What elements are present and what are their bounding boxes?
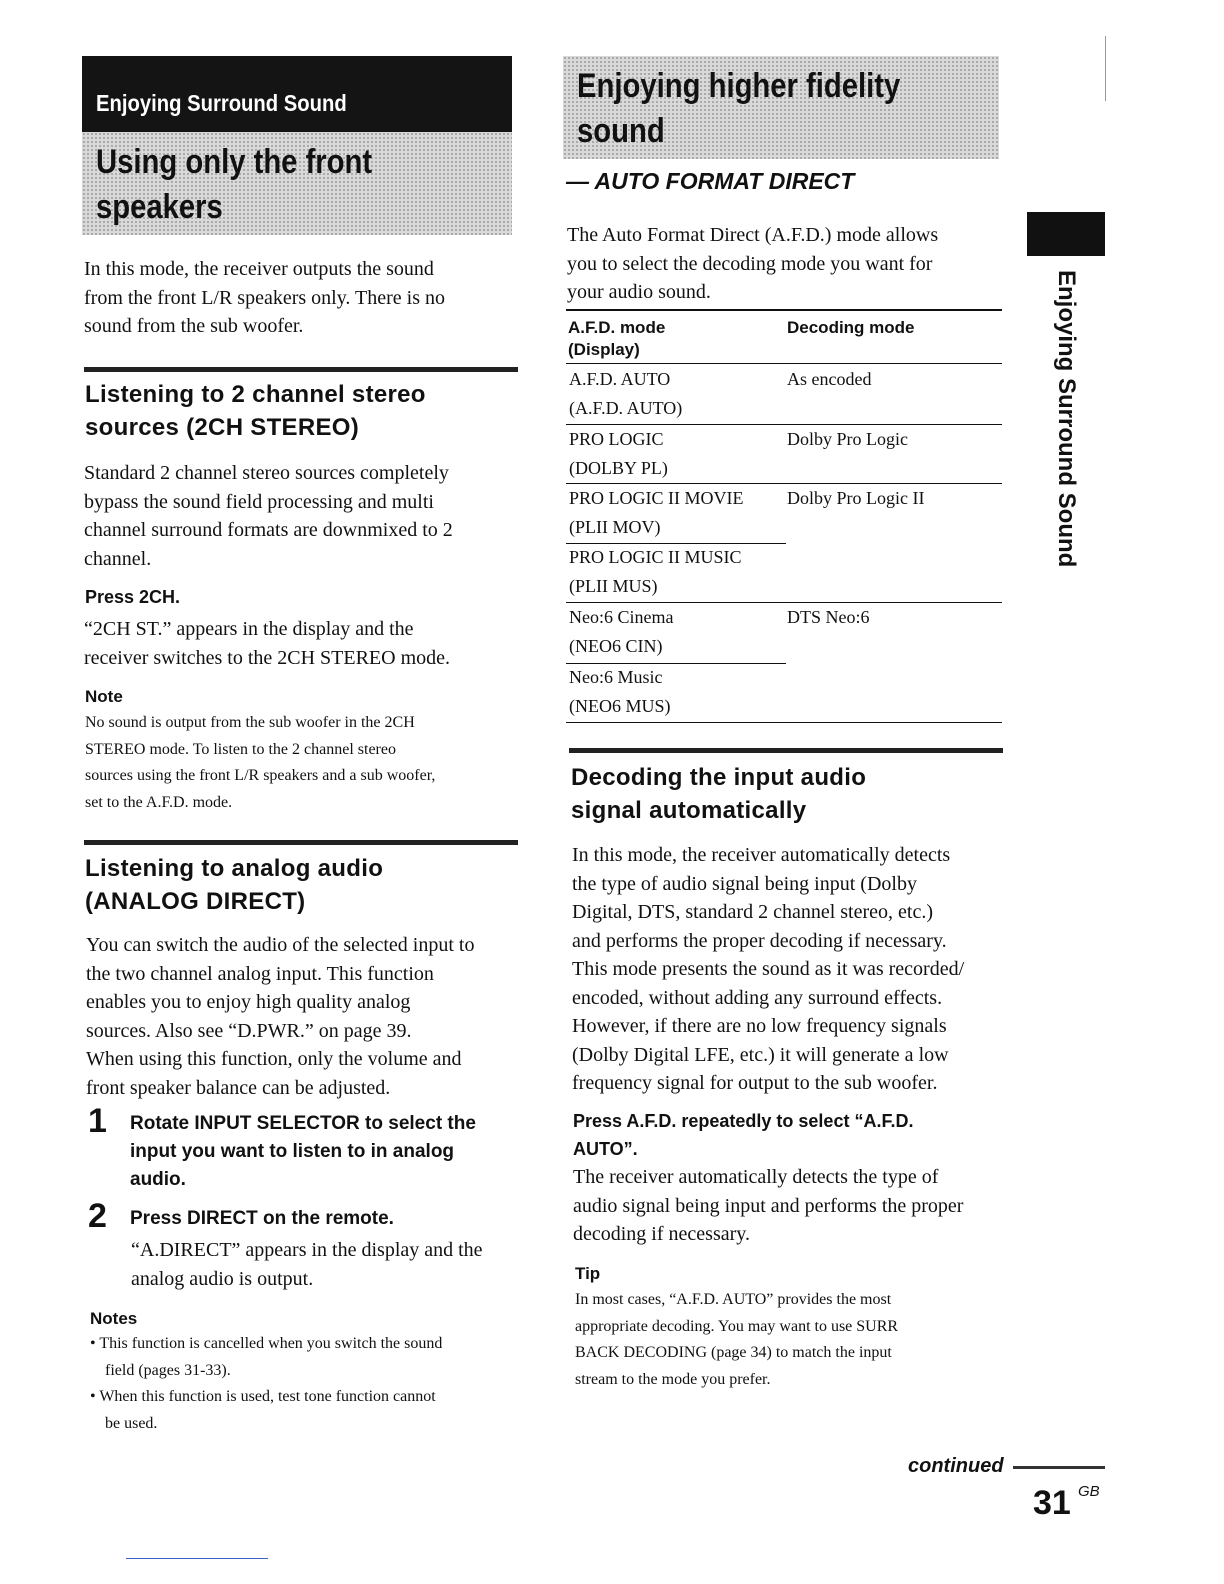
table-cell: A.F.D. AUTO <box>569 369 671 389</box>
text-line: set to the A.F.D. mode. <box>85 793 233 811</box>
stereo-heading <box>85 378 525 444</box>
section-header-bar <box>82 56 512 132</box>
text-line: the two channel analog input. This function <box>86 962 434 985</box>
section-divider <box>84 840 518 845</box>
text-line: Digital, DTS, standard 2 channel stereo, etc.) <box>572 901 933 923</box>
section-divider <box>84 367 518 372</box>
text-line: input you want to listen to in analog <box>130 1141 455 1162</box>
header-line: (Display) <box>568 340 640 359</box>
text-line: frequency signal for output to the sub woofer. <box>572 1072 938 1094</box>
table-row <box>569 663 671 721</box>
text-line: stream to the mode you prefer. <box>575 1370 771 1388</box>
heading-line: Listening to analog audio <box>85 855 384 882</box>
note-label: Note <box>85 687 123 706</box>
heading-line: Listening to 2 channel stereo <box>85 381 426 408</box>
press-afd-body <box>573 1163 1013 1249</box>
page-number: 31 <box>1033 1484 1071 1522</box>
tip-label: Tip <box>575 1264 601 1283</box>
table-header-decoding: Decoding mode <box>787 318 915 337</box>
heading-line: sources (2CH STEREO) <box>85 414 360 441</box>
press-2ch-label: Press 2CH. <box>85 587 181 607</box>
table-cell: Dolby Pro Logic II <box>787 488 925 508</box>
stereo-note <box>85 710 525 816</box>
text-line: “A.DIRECT” appears in the display and the <box>131 1239 483 1261</box>
heading-line: Decoding the input audio <box>571 764 867 791</box>
text-line: receiver switches to the 2CH STEREO mode. <box>84 646 451 669</box>
left-intro <box>84 255 524 341</box>
right-title-box <box>563 56 999 159</box>
table-cell: (DOLBY PL) <box>569 458 668 478</box>
text-line: appropriate decoding. You may want to use SURR <box>575 1317 899 1335</box>
text-line: When using this function, only the volume and <box>86 1048 462 1070</box>
note-text: This function is cancelled when you switch the sound <box>99 1335 443 1352</box>
table-cell: Neo:6 Music <box>569 667 663 687</box>
table-cell: (PLII MOV) <box>569 517 661 537</box>
table-rule <box>566 722 1002 723</box>
notes-label: Notes <box>90 1309 138 1328</box>
text-line: This mode presents the sound as it was recorded/ <box>572 958 965 980</box>
text-line: In most cases, “A.F.D. AUTO” provides the most <box>575 1291 892 1308</box>
table-header-mode <box>568 317 665 361</box>
table-row <box>569 365 682 423</box>
table-row <box>569 484 744 542</box>
tip-text <box>575 1287 1015 1393</box>
text-line: sources using the front L/R speakers and a sub woofer, <box>85 767 436 784</box>
step-2-body <box>131 1236 531 1293</box>
analog-body <box>86 931 526 1102</box>
text-line <box>90 1331 530 1358</box>
press-afd-label <box>573 1107 1013 1163</box>
step-2-text: Press DIRECT on the remote. <box>130 1208 394 1229</box>
header-line: A.F.D. mode <box>568 318 666 337</box>
bottom-edge-line <box>126 1558 268 1559</box>
margin-line <box>1105 36 1106 101</box>
heading-line: signal automatically <box>571 797 807 824</box>
step-1-number: 1 <box>88 1102 107 1140</box>
text-line: bypass the sound field processing and multi <box>84 490 434 513</box>
right-title-line1: Enjoying higher fidelity <box>577 67 901 105</box>
text-line: However, if there are no low frequency signals <box>572 1015 947 1037</box>
text-line: sources. Also see “D.PWR.” on page 39. <box>86 1019 412 1042</box>
text-line: Rotate INPUT SELECTOR to select the <box>130 1113 476 1134</box>
text-line: The Auto Format Direct (A.F.D.) mode allows <box>567 224 939 246</box>
left-title-line2: speakers <box>96 188 223 226</box>
afd-mode-table <box>566 309 1002 725</box>
text-line: analog audio is output. <box>131 1267 314 1290</box>
decoding-heading <box>571 761 1011 827</box>
table-cell: PRO LOGIC II MUSIC <box>569 547 742 567</box>
table-cell: Neo:6 Cinema <box>569 607 674 627</box>
continued-rule <box>1013 1466 1105 1469</box>
text-line: Standard 2 channel stereo sources completely <box>84 462 449 484</box>
side-tab-marker <box>1027 212 1105 256</box>
decoding-body <box>572 841 1012 1098</box>
text-line: you to select the decoding mode you want for <box>567 252 933 275</box>
text-line: be used. <box>105 1414 158 1432</box>
text-line: audio. <box>130 1169 186 1190</box>
text-line: the type of audio signal being input (Dolby <box>572 872 917 895</box>
text-line: front speaker balance can be adjusted. <box>86 1076 391 1099</box>
table-cell: Dolby Pro Logic <box>787 429 908 449</box>
text-line: channel surround formats are downmixed to 2 <box>84 519 453 541</box>
section-label: Enjoying Surround Sound <box>96 90 347 116</box>
continued-label: continued <box>908 1455 1004 1477</box>
table-rule <box>566 309 1002 311</box>
text-line: BACK DECODING (page 34) to match the input <box>575 1344 892 1361</box>
note-text: When this function is used, test tone function cannot <box>99 1388 436 1405</box>
text-line: In this mode, the receiver outputs the sound <box>84 258 434 280</box>
table-cell: (A.F.D. AUTO) <box>569 398 683 418</box>
analog-notes <box>90 1331 530 1437</box>
table-cell: PRO LOGIC II MOVIE <box>569 488 744 508</box>
text-line: and performs the proper decoding if necessary. <box>572 929 947 952</box>
note-item <box>90 1384 530 1437</box>
table-cell: DTS Neo:6 <box>787 607 870 627</box>
text-line: (Dolby Digital LFE, etc.) it will generate a low <box>572 1043 949 1066</box>
heading-line: (ANALOG DIRECT) <box>85 888 306 915</box>
text-line: The receiver automatically detects the type of <box>573 1166 939 1188</box>
table-cell: PRO LOGIC <box>569 429 664 449</box>
section-divider <box>569 748 1003 753</box>
text-line: sound from the sub woofer. <box>84 315 304 337</box>
analog-heading <box>85 852 525 918</box>
text-line: STEREO mode. To listen to the 2 channel stereo <box>85 740 396 758</box>
text-line: Press A.F.D. repeatedly to select “A.F.D. <box>573 1111 914 1131</box>
text-line: enables you to enjoy high quality analog <box>86 991 411 1013</box>
step-1-text <box>130 1110 530 1194</box>
table-cell: (NEO6 MUS) <box>569 696 671 716</box>
page-suffix: GB <box>1078 1483 1100 1500</box>
text-line <box>90 1384 530 1411</box>
text-line: AUTO”. <box>573 1139 638 1159</box>
text-line: decoding if necessary. <box>573 1223 750 1245</box>
table-cell: (NEO6 CIN) <box>569 636 663 656</box>
text-line: No sound is output from the sub woofer in the 2CH <box>85 714 415 731</box>
note-item <box>90 1331 530 1384</box>
text-line: “2CH ST.” appears in the display and the <box>84 618 414 640</box>
table-row <box>569 603 673 661</box>
table-cell: (PLII MUS) <box>569 576 658 596</box>
bullet: • <box>90 1388 100 1405</box>
text-line: your audio sound. <box>567 281 711 303</box>
table-row <box>569 425 668 483</box>
side-tab-label: Enjoying Surround Sound <box>1053 270 1080 568</box>
step-2-number: 2 <box>88 1197 107 1235</box>
press-2ch-body <box>84 615 524 672</box>
text-line: channel. <box>84 547 152 570</box>
text-line: You can switch the audio of the selected input to <box>86 934 475 956</box>
left-title-box <box>82 132 512 235</box>
text-line: from the front L/R speakers only. There is no <box>84 286 446 309</box>
table-rule <box>566 363 1002 364</box>
right-title-line2: sound <box>577 112 665 150</box>
table-row <box>569 543 742 601</box>
right-intro <box>567 221 1007 307</box>
text-line: In this mode, the receiver automatically detects <box>572 844 951 866</box>
text-line: audio signal being input and performs the proper <box>573 1194 964 1217</box>
left-title-line1: Using only the front <box>96 143 373 181</box>
bullet: • <box>90 1335 100 1352</box>
text-line: encoded, without adding any surround effects. <box>572 986 943 1009</box>
table-cell: As encoded <box>787 369 872 389</box>
text-line: field (pages 31-33). <box>105 1361 231 1379</box>
stereo-body <box>84 459 524 573</box>
right-subtitle: — AUTO FORMAT DIRECT <box>566 168 855 194</box>
